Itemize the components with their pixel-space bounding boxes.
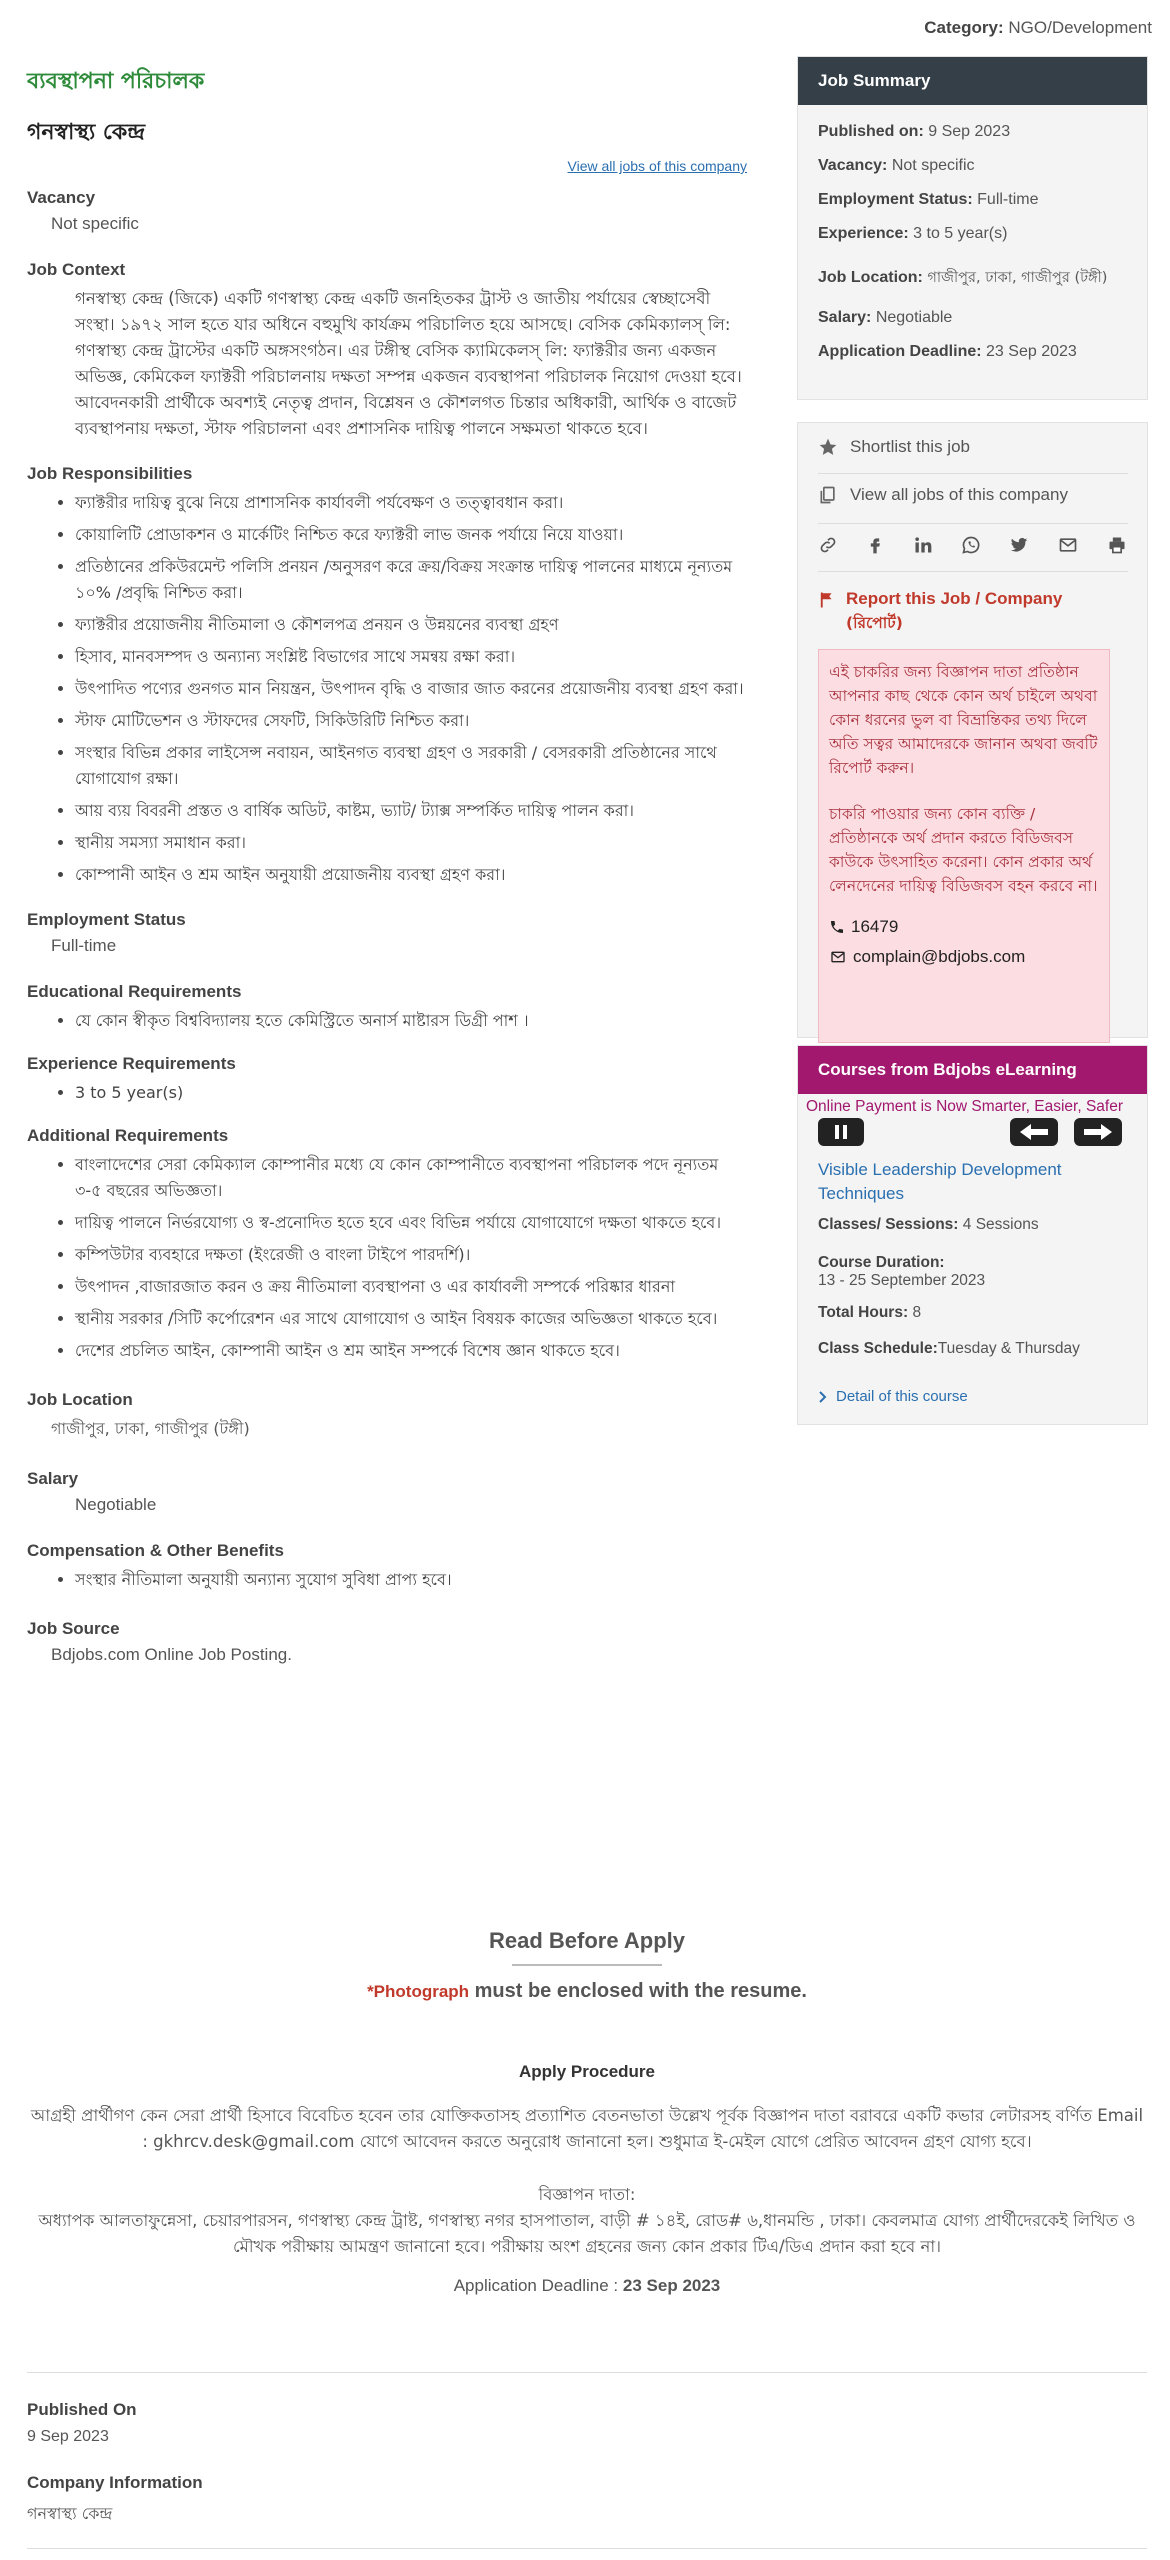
hotline bbox=[829, 912, 1099, 942]
facebook-icon[interactable] bbox=[865, 535, 885, 555]
complain-email bbox=[829, 942, 1099, 972]
chevron-right-icon bbox=[818, 1391, 828, 1403]
list-item: • স্থানীয় সরকার /সিটি কর্পোরেশন এর সাথে যোগাযোগ ও আইন বিষয়ক কাজের অভিজ্ঞতা থাকতে হবে। bbox=[75, 1306, 747, 1332]
apply-deadline bbox=[27, 2276, 1147, 2296]
list-item: • 3 to 5 year(s) bbox=[75, 1080, 747, 1106]
job-context-heading: Job Context bbox=[27, 260, 126, 279]
summary-value: Full-time bbox=[977, 191, 1039, 208]
hotline-number[interactable]: 16479 bbox=[851, 917, 899, 936]
experience-list bbox=[27, 1080, 747, 1106]
summary-label: Job Location: bbox=[818, 269, 923, 286]
course-label: Classes/ Sessions: bbox=[818, 1216, 959, 1233]
course-value: 4 Sessions bbox=[962, 1216, 1039, 1233]
location-heading: Job Location bbox=[27, 1390, 133, 1409]
list-item: • বাংলাদেশের সেরা কেমিক্যাল কোম্পানীর মধ্যে যে কোন কোম্পানীতে ব্যবস্থাপনা পরিচালক পদে নূন্যতম ৩-৫ বছরের অভিজ্ঞতা। bbox=[75, 1152, 747, 1204]
employment-status-heading: Employment Status bbox=[27, 910, 186, 929]
summary-status bbox=[798, 191, 1038, 209]
linkedin-icon[interactable] bbox=[912, 535, 934, 555]
list-item: • দায়িত্ব পালনে নির্ভরযোগ্য ও স্ব-প্রনোদিত হতে হবে এবং বিভিন্ন পর্যায়ে যোগাযোগে দক্ষতা থাকতে হবে। bbox=[75, 1210, 747, 1236]
divider bbox=[512, 1964, 662, 1966]
job-title: ব্যবস্থাপনা পরিচালক bbox=[27, 69, 205, 94]
arrow-right-icon bbox=[1083, 1123, 1113, 1141]
divider bbox=[27, 2372, 1147, 2373]
divider bbox=[818, 473, 1128, 474]
read-before-apply bbox=[27, 1928, 1147, 1966]
warning-text: এই চাকরির জন্য বিজ্ঞাপন দাতা প্রতিষ্ঠান আপনার কাছ থেকে কোন অর্থ চাইলে অথবা কোন ধরনের ভুল বা বিভ্রান্তিকর তথ্য দিলে অতি সত্বর আমাদেরকে জানান অথবা জবটি রিপোর্ট করুন। bbox=[829, 663, 1098, 777]
source-value: Bdjobs.com Online Job Posting. bbox=[51, 1645, 292, 1664]
list-item: • উৎপাদন ,বাজারজাত করন ও ক্রয় নীতিমালা ব্যবস্থাপনা ও এর কার্যাবলী সম্পর্কে পরিষ্কার ধারনা bbox=[75, 1274, 747, 1300]
read-before-heading: Read Before Apply bbox=[488, 1928, 685, 1953]
benefits-heading: Compensation & Other Benefits bbox=[27, 1541, 284, 1560]
shortlist-label: Shortlist this job bbox=[850, 437, 970, 456]
prev-button[interactable] bbox=[1010, 1118, 1058, 1146]
salary-heading: Salary bbox=[27, 1469, 79, 1488]
additional-heading: Additional Requirements bbox=[27, 1126, 229, 1145]
photograph-text: must be enclosed with the resume. bbox=[474, 1980, 807, 2002]
summary-value: 23 Sep 2023 bbox=[986, 343, 1077, 360]
summary-label: Vacancy: bbox=[818, 157, 888, 174]
job-context-text: গনস্বাস্থ্য কেন্দ্র (জিকে) একটি গণস্বাস্থ্য কেন্দ্র একটি জনহিতকর ট্রাস্ট ও জাতীয় পর্যায়ের স্বেচ্ছাসেবী সংস্থা। ১৯৭২ সাল হতে যার অধিনে বহুমুখি কার্যক্রম পরিচালিত হয়ে আসছে। বেসিক কেমিক্যালস্ লি: গণস্বাস্থ্য কেন্দ্র ট্রাস্টের একটি অঙ্গসংগঠন। এর টঙ্গীস্থ বেসিক ক্যামিকেলস্ লি: ফ্যাক্টরীর জন্য একজন অভিজ্ঞ, কেমিকেল ফ্যাক্টরী পরিচালনায় দক্ষতা সম্পন্ন একজন ব্যবস্থাপনা পরিচালক নিয়োগ দেওয়া হবে। আবেদনকারী প্রার্থীকে অবশ্যই নেতৃত্ব প্রদান, বিশ্লেষন ও কৌশলগত চিন্তার অধিকারী, আর্থিক ও বাজেট ব্যবস্থাপনায় দক্ষতা, স্টাফ পরিচালনা এবং প্রশাসনিক দায়িত্ব পালনে সক্ষমতা থাকতে হবে। bbox=[75, 289, 742, 438]
print-icon[interactable] bbox=[1106, 535, 1128, 555]
advertiser-text: অধ্যাপক আলতাফুন্নেসা, চেয়ারপারসন, গণস্বাস্থ্য কেন্দ্র ট্রাষ্ট, গণস্বাস্থ্য নগর হাসপাতাল, বাড়ী # ১৪ই, রোড# ৬,ধানমন্ডি , ঢাকা। কেবলমাত্র যোগ্য প্রার্থীদেরকেই লিখিত ও মৌখক পরীক্ষায় আমন্ত্রণ জানানো হবে। পরীক্ষায় অংশ গ্রহনের জন্য কোন প্রকার টিএ/ডিএ প্রদান করা হবে না। bbox=[38, 2211, 1136, 2256]
company-info-value: গনস্বাস্থ্য কেন্দ্র bbox=[27, 2504, 113, 2523]
list-item: • ফ্যাক্টরীর প্রয়োজনীয় নীতিমালা ও কৌশলপত্র প্রনয়ন ও উন্নয়নের ব্যবস্থা গ্রহণ bbox=[75, 612, 747, 638]
summary-value: 3 to 5 year(s) bbox=[913, 225, 1008, 242]
summary-experience bbox=[798, 225, 1007, 243]
list-item: • দেশের প্রচলিত আইন, কোম্পানী আইন ও শ্রম আইন সম্পর্কে বিশেষ জ্ঞান থাকতে হবে। bbox=[75, 1338, 747, 1364]
envelope-icon bbox=[829, 949, 847, 965]
summary-label: Published on: bbox=[818, 123, 924, 140]
shortlist-button[interactable] bbox=[818, 437, 970, 457]
next-button[interactable] bbox=[1074, 1118, 1122, 1146]
list-item: • স্টাফ মোটিভেশন ও স্টাফদের সেফটি, সিকিউরিটি নিশ্চিত করা। bbox=[75, 708, 747, 734]
summary-value: Negotiable bbox=[875, 309, 953, 326]
responsibilities-heading: Job Responsibilities bbox=[27, 464, 193, 483]
education-heading: Educational Requirements bbox=[27, 982, 242, 1001]
deadline-value: 23 Sep 2023 bbox=[622, 2276, 721, 2295]
warning-text: চাকরি পাওয়ার জন্য কোন ব্যক্তি / প্রতিষ্ঠানকে অর্থ প্রদান করতে বিডিজবস কাউকে উৎসাহিত করেনা। কোন প্রকার অর্থ লেনদেনের দায়িত্ব বিডিজবস বহন করবে না। bbox=[829, 805, 1098, 895]
course-detail-label: Detail of this course bbox=[836, 1388, 968, 1405]
photograph-note bbox=[27, 1980, 1147, 2003]
report-label-bn: (রিপোর্ট) bbox=[846, 614, 903, 632]
view-all-jobs-label: View all jobs of this company bbox=[850, 485, 1068, 504]
benefits-list bbox=[27, 1567, 747, 1593]
view-all-jobs-link[interactable]: View all jobs of this company bbox=[567, 158, 747, 174]
courses-panel bbox=[797, 1045, 1148, 1425]
report-job-button[interactable] bbox=[818, 589, 1062, 637]
arrow-left-icon bbox=[1019, 1123, 1049, 1141]
list-item: • কোয়ালিটি প্রোডাকশন ও মার্কেটিং নিশ্চিত করে ফ্যাক্টরী লাভ জনক পর্যায়ে নিয়ে যাওয়া। bbox=[75, 522, 747, 548]
apply-procedure-heading: Apply Procedure bbox=[518, 2062, 656, 2081]
whatsapp-icon[interactable] bbox=[961, 535, 981, 555]
course-value: 13 - 25 September 2023 bbox=[818, 1272, 986, 1289]
summary-label: Application Deadline: bbox=[818, 343, 982, 360]
experience-heading: Experience Requirements bbox=[27, 1054, 236, 1073]
twitter-icon[interactable] bbox=[1008, 535, 1030, 555]
courses-promo: Online Payment is Now Smarter, Easier, Safer bbox=[806, 1098, 1124, 1115]
copy-icon bbox=[818, 485, 838, 505]
course-label: Total Hours: bbox=[818, 1304, 909, 1321]
list-item: • কম্পিউটার ব্যবহারে দক্ষতা (ইংরেজী ও বাংলা টাইপে পারদর্শি)। bbox=[75, 1242, 747, 1268]
summary-label: Salary: bbox=[818, 309, 872, 326]
flag-icon bbox=[818, 589, 836, 611]
summary-published bbox=[798, 123, 1010, 141]
vacancy-heading: Vacancy bbox=[27, 188, 96, 207]
summary-value: গাজীপুর, ঢাকা, গাজীপুর (টঙ্গী) bbox=[927, 270, 1108, 286]
additional-list bbox=[27, 1152, 747, 1364]
courses-heading: Courses from Bdjobs eLearning bbox=[798, 1046, 1147, 1094]
summary-value: Not specific bbox=[891, 157, 975, 174]
employment-status-value: Full-time bbox=[51, 936, 117, 955]
company-name: গনস্বাস্থ্য কেন্দ্র bbox=[27, 120, 146, 145]
job-summary-panel bbox=[797, 56, 1148, 400]
category-value: NGO/Development bbox=[1008, 18, 1152, 37]
link-icon[interactable] bbox=[818, 535, 838, 555]
list-item: • স্থানীয় সমস্যা সমাধান করা। bbox=[75, 830, 747, 856]
divider bbox=[818, 523, 1128, 524]
course-duration bbox=[818, 1254, 985, 1290]
published-on-heading: Published On bbox=[27, 2400, 137, 2419]
list-item: • ফ্যাক্টরীর দায়িত্ব বুঝে নিয়ে প্রাশাসনিক কার্যাবলী পর্যবেক্ষণ ও তত্ত্বাবধান করা। bbox=[75, 490, 747, 516]
report-label: Report this Job / Company bbox=[846, 589, 1063, 608]
published-on-value: 9 Sep 2023 bbox=[27, 2428, 109, 2445]
summary-label: Experience: bbox=[818, 225, 909, 242]
course-schedule bbox=[818, 1340, 1080, 1358]
scam-warning-box bbox=[818, 649, 1110, 1043]
list-item: • প্রতিষ্ঠানের প্রকিউরমেন্ট পলিসি প্রনয়ন /অনুসরণ করে ক্রয়/বিক্রয় সংক্রান্ত দায়িত্ব পালনের মাধ্যমে নূন্যতম ১০% /প্রবৃদ্ধি নিশ্চিত করা। bbox=[75, 554, 747, 606]
phone-icon bbox=[829, 919, 845, 935]
course-value: Tuesday & Thursday bbox=[937, 1340, 1080, 1357]
course-label: Class Schedule: bbox=[818, 1340, 938, 1357]
star-icon bbox=[818, 437, 838, 457]
summary-deadline bbox=[798, 343, 1077, 361]
divider bbox=[818, 571, 1128, 572]
email-icon[interactable] bbox=[1057, 535, 1079, 555]
summary-vacancy bbox=[798, 157, 975, 175]
course-sessions bbox=[818, 1216, 1039, 1234]
company-info-heading: Company Information bbox=[27, 2473, 203, 2492]
salary-value: Negotiable bbox=[75, 1495, 157, 1514]
summary-location bbox=[798, 267, 1107, 291]
course-detail-link[interactable] bbox=[818, 1388, 968, 1405]
location-value: গাজীপুর, ঢাকা, গাজীপুর (টঙ্গী) bbox=[51, 1419, 250, 1438]
photograph-label: *Photograph bbox=[367, 1982, 470, 2001]
divider bbox=[27, 2548, 1147, 2549]
view-all-jobs-button[interactable] bbox=[818, 485, 1068, 505]
list-item: • উৎপাদিত পণ্যের গুনগত মান নিয়ন্ত্রন, উৎপাদন বৃদ্ধি ও বাজার জাত করনের প্রয়োজনীয় ব্যবস্থা গ্রহণ করা। bbox=[75, 676, 747, 702]
list-item: • যে কোন স্বীকৃত বিশ্ববিদ্যালয় হতে কেমিস্ট্রিতে অনার্স মাষ্টারস ডিগ্রী পাশ । bbox=[75, 1008, 747, 1034]
responsibilities-list bbox=[27, 490, 747, 888]
pause-icon bbox=[834, 1124, 848, 1140]
category-label: Category: bbox=[924, 18, 1004, 37]
apply-procedure-text: আগ্রহী প্রার্থীগণ কেন সেরা প্রার্থী হিসাবে বিবেচিত হবেন তার যোক্তিকতাসহ প্রত্যাশিত বেতনভাতা উল্লেখ পূর্বক বিজ্ঞাপন দাতা বরাবরে একটি কভার লেটারসহ বর্ণিত Email : gkhrcv.desk@gmail.com যোগে আবেদন করতে অনুরোধ জানানো হল। শুধুমাত্র ই-মেইল যোগে প্রেরিত আবেদন গ্রহণ যোগ্য হবে। bbox=[30, 2106, 1144, 2151]
course-value: 8 bbox=[912, 1304, 922, 1321]
deadline-label: Application Deadline : bbox=[453, 2276, 619, 2295]
job-summary-heading: Job Summary bbox=[798, 57, 1147, 105]
complain-email-address[interactable]: complain@bdjobs.com bbox=[853, 947, 1026, 966]
list-item: • সংস্থার নীতিমালা অনুযায়ী অন্যান্য সুযোগ সুবিধা প্রাপ্য হবে। bbox=[75, 1567, 747, 1593]
category bbox=[924, 18, 1152, 38]
course-hours bbox=[818, 1304, 921, 1322]
education-list bbox=[27, 1008, 747, 1034]
vacancy-value: Not specific bbox=[51, 214, 139, 233]
course-label: Course Duration: bbox=[818, 1254, 945, 1271]
list-item: • সংস্থার বিভিন্ন প্রকার লাইসেন্স নবায়ন, আইনগত ব্যবস্থা গ্রহণ ও সরকারী / বেসরকারী প্রতিষ্ঠানের সাথে যোগাযোগ রক্ষা। bbox=[75, 740, 747, 792]
course-title-link[interactable]: Visible Leadership Development Techniques bbox=[818, 1160, 1062, 1203]
list-item: • হিসাব, মানবসম্পদ ও অন্যান্য সংশ্লিষ্ট বিভাগের সাথে সমন্বয় রক্ষা করা। bbox=[75, 644, 747, 670]
list-item: • আয় ব্যয় বিবরনী প্রস্তত ও বার্ষিক অডিট, কাষ্টম, ভ্যাট/ ট্যাক্স সম্পর্কিত দায়িত্ব পালন করা। bbox=[75, 798, 747, 824]
summary-value: 9 Sep 2023 bbox=[928, 123, 1011, 140]
share-icons bbox=[818, 535, 1128, 555]
job-actions-panel bbox=[797, 422, 1148, 1038]
job-details bbox=[27, 60, 747, 1665]
source-heading: Job Source bbox=[27, 1619, 120, 1638]
summary-label: Employment Status: bbox=[818, 191, 973, 208]
pause-button[interactable] bbox=[818, 1118, 864, 1146]
summary-salary bbox=[798, 309, 952, 327]
advertiser-label: বিজ্ঞাপন দাতা: bbox=[538, 2185, 636, 2204]
list-item: • কোম্পানী আইন ও শ্রম আইন অনুযায়ী প্রয়োজনীয় ব্যবস্থা গ্রহণ করা। bbox=[75, 862, 747, 888]
